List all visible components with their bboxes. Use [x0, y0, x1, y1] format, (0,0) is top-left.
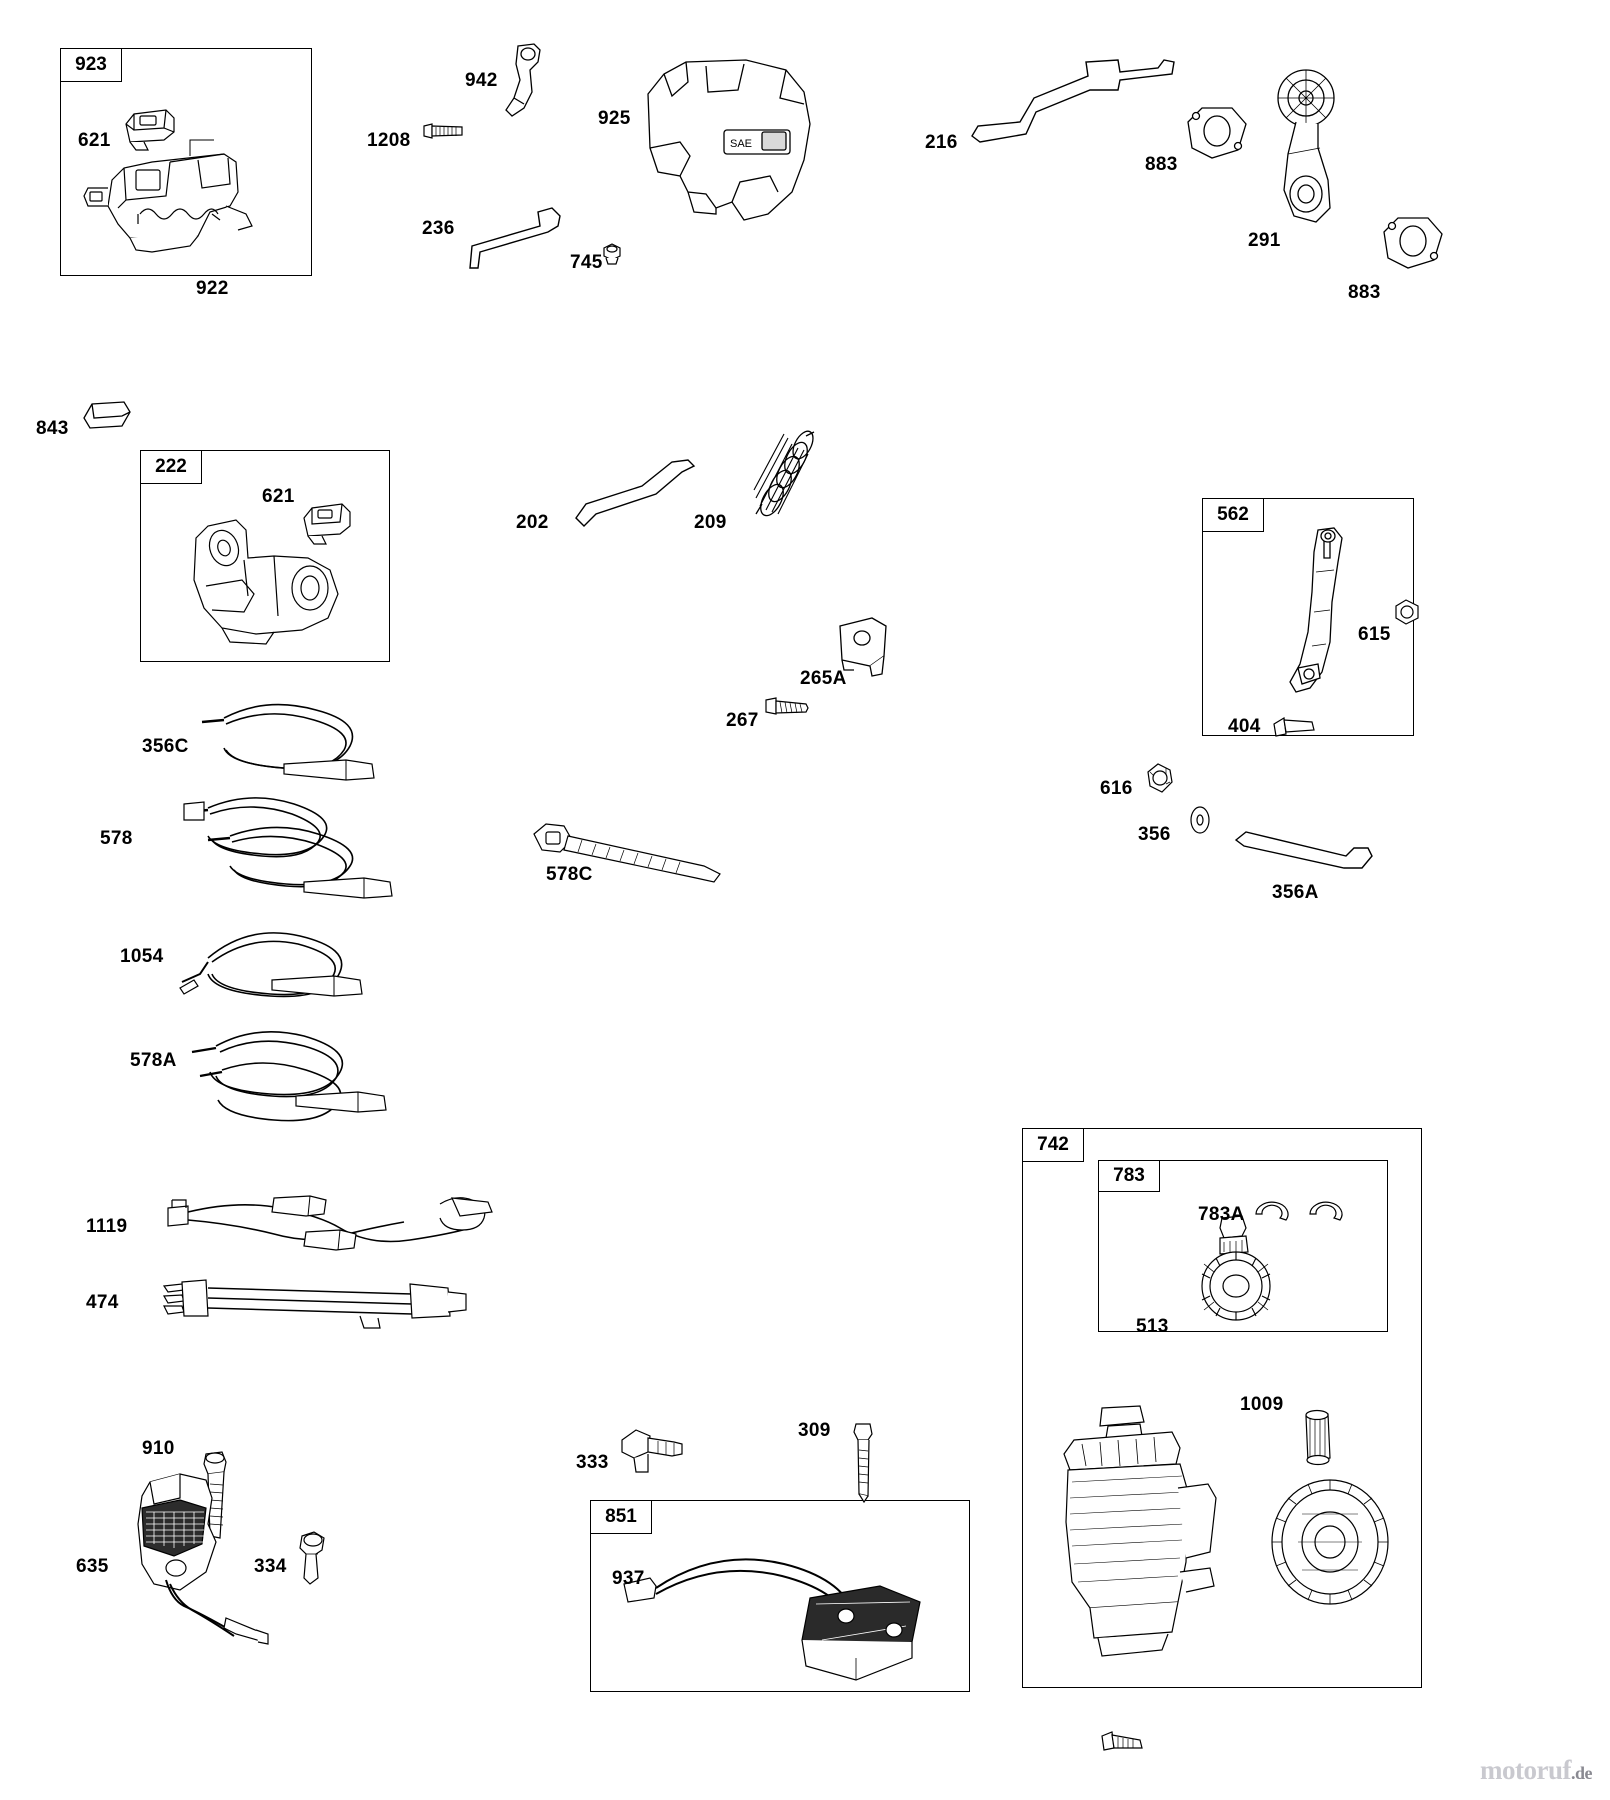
- callout-843: 843: [36, 418, 69, 439]
- callout-783: 513: [1136, 1316, 1169, 1337]
- part-drawing-615-nut: [1140, 760, 1180, 798]
- part-drawing-513-ring-gear: [1256, 1464, 1406, 1624]
- part-drawing-216-governor-link: [968, 38, 1188, 148]
- group-label-227: 562: [1202, 498, 1264, 532]
- watermark: [1480, 1755, 1592, 1786]
- callout-505: 615: [1358, 624, 1391, 645]
- part-drawing-209-spring: [746, 428, 826, 520]
- part-drawing-334-bolt: [846, 1420, 882, 1506]
- callout-578C: 474: [86, 1292, 119, 1313]
- part-drawing-1208-screw: [420, 118, 470, 144]
- callout-578A: 1119: [86, 1216, 128, 1237]
- part-drawing-1009-screw: [1096, 1726, 1152, 1760]
- callout-922: 922: [196, 278, 229, 299]
- part-drawing-783-starter-drive-gear: [1180, 1212, 1310, 1332]
- part-drawing-578-lead-wire: [186, 1014, 426, 1124]
- group-label-222: 222: [140, 450, 202, 484]
- part-drawing-309-starter-motor: [1030, 1402, 1230, 1682]
- callout-925: 925: [598, 108, 631, 129]
- callout-942: 942: [465, 70, 498, 91]
- part-drawing-236-link-rod: [462, 198, 582, 278]
- callout-474: 635: [76, 1556, 109, 1577]
- watermark-suffix: .de: [1571, 1763, 1592, 1783]
- part-drawing-562-pin: [1268, 710, 1324, 742]
- group-label-923: 923: [60, 48, 122, 82]
- callout-745: 745: [570, 252, 603, 273]
- callout-910: 334: [254, 1556, 287, 1577]
- callout-356A: 578: [100, 828, 133, 849]
- callout-1208: 1208: [367, 130, 411, 151]
- callout-883-lower: 883: [1348, 282, 1381, 303]
- callout-202: 202: [516, 512, 549, 533]
- part-drawing-222-control-bracket: [182, 496, 402, 656]
- part-drawing-910-terminal: [290, 1528, 336, 1598]
- callout-291: 291: [1248, 230, 1281, 251]
- part-drawing-578C-wiring-harness: [160, 1272, 500, 1342]
- group-label-937: 783: [1098, 1160, 1160, 1192]
- part-drawing-356-lead-wire: [196, 700, 416, 784]
- part-drawing-851-ignition-module: [620, 1540, 950, 1685]
- part-drawing-925-control-cover: [628, 52, 833, 237]
- callout-615: 616: [1100, 778, 1133, 799]
- part-drawing-291-governor-arm: [1258, 68, 1368, 238]
- callout-404: 356: [1138, 824, 1171, 845]
- callout-356: 356C: [142, 736, 189, 757]
- part-drawing-404-washer: [1184, 804, 1218, 838]
- housing-marking-text: SAE: [730, 138, 753, 150]
- callout-621-a: 621: [78, 130, 111, 151]
- part-drawing-505-control-lever: [1272, 522, 1382, 722]
- callout-209: 209: [694, 512, 727, 533]
- part-drawing-616-rod: [1228, 812, 1388, 892]
- callout-742: 783A: [1198, 1204, 1245, 1225]
- part-drawing-505-nut: [1388, 596, 1428, 630]
- callout-265A: 265A: [800, 668, 847, 689]
- part-drawing-578A-wiring-harness: [160, 1178, 520, 1268]
- callout-851: 937: [612, 1568, 645, 1589]
- watermark-text: motoruf: [1480, 1755, 1571, 1785]
- callout-1119: 910: [142, 1438, 175, 1459]
- part-drawing-267-screw: [762, 694, 816, 720]
- callout-621-b: 621: [262, 486, 295, 507]
- callout-562: 404: [1228, 716, 1261, 737]
- callout-883-upper: 883: [1145, 154, 1178, 175]
- callout-334: 309: [798, 1420, 831, 1441]
- part-drawing-922-control-bracket: [78, 96, 308, 266]
- part-drawing-942-lever: [500, 40, 560, 126]
- callout-267: 267: [726, 710, 759, 731]
- callout-635: 333: [576, 1452, 609, 1473]
- part-drawing-635-fuel-fitting: [614, 1424, 694, 1480]
- callout-616: 356A: [1272, 882, 1319, 903]
- part-drawing-843-grommet: [78, 394, 138, 436]
- group-label-333: 851: [590, 1500, 652, 1534]
- part-drawing-356A-lead-wire: [178, 790, 428, 910]
- callout-578: 578A: [130, 1050, 177, 1071]
- callout-1054: 578C: [546, 864, 593, 885]
- callout-236: 236: [422, 218, 455, 239]
- callout-783A: 1009: [1240, 1394, 1284, 1415]
- part-drawing-883-gasket-lower: [1372, 210, 1452, 278]
- callout-216: 216: [925, 132, 958, 153]
- part-drawing-356C-lead-wire: [176, 908, 406, 1004]
- part-drawing-883-gasket-upper: [1176, 100, 1256, 168]
- callout-356C: 1054: [120, 946, 164, 967]
- group-label-309: 742: [1022, 1128, 1084, 1162]
